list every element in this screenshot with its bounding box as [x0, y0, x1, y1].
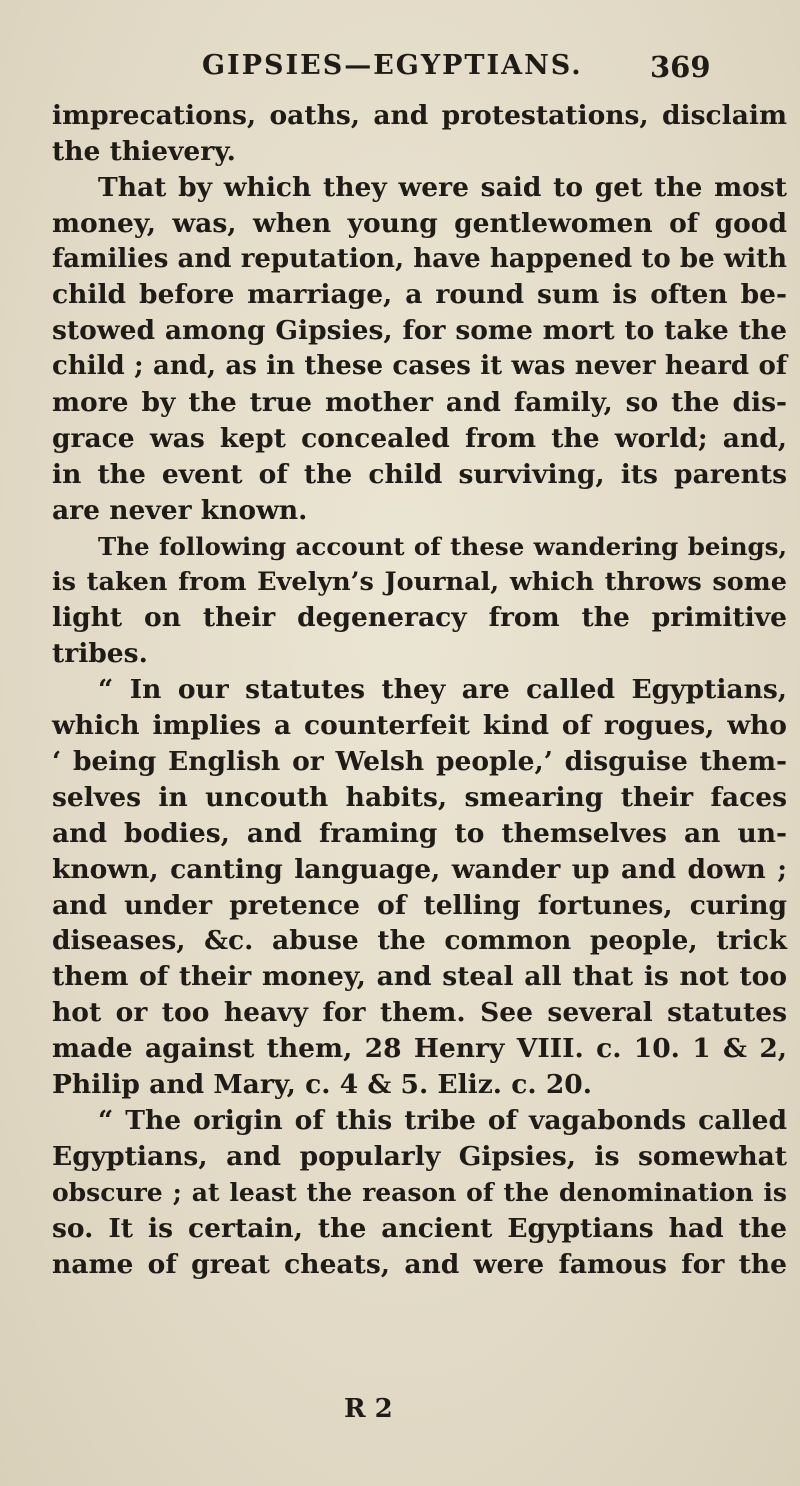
page-header [52, 50, 792, 90]
text-line: That by which they were said to get the most [98, 171, 787, 203]
text-line: them of their money, and steal all that is not too [52, 961, 787, 993]
text-line: and bodies, and framing to themselves an un- [52, 817, 787, 849]
text-line: Philip and Mary, c. 4 & 5. Eliz. c. 20. [52, 1069, 592, 1101]
text-line: selves in uncouth habits, smearing their faces [52, 781, 787, 813]
text-line: is taken from Evelyn’s Journal, which throws some [52, 566, 787, 597]
text-line: light on their degeneracy from the primitive [52, 602, 787, 634]
text-line: are never known. [52, 494, 308, 526]
text-line: Egyptians, and popularly Gipsies, is somewhat [52, 1140, 787, 1172]
text-line: child before marriage, a round sum is often be- [52, 279, 787, 311]
body-text [52, 98, 787, 1282]
text-line: grace was kept concealed from the world; and, [52, 423, 787, 455]
text-line: diseases, &c. abuse the common people, trick [52, 925, 787, 957]
text-line: “ The origin of this tribe of vagabonds called [98, 1104, 787, 1136]
text-line: so. It is certain, the ancient Egyptians had the [52, 1212, 787, 1244]
book-page [52, 0, 792, 1486]
text-line: families and reputation, have happened to be with [52, 243, 787, 274]
text-line: in the event of the child surviving, its parents [52, 458, 787, 490]
text-line: the thievery. [52, 135, 236, 167]
text-line: hot or too heavy for them. See several statutes [52, 997, 787, 1029]
text-line: money, was, when young gentlewomen of good [52, 207, 787, 239]
text-line: The following account of these wandering beings, [98, 531, 787, 561]
text-line: more by the true mother and family, so the dis- [52, 387, 787, 419]
text-line: stowed among Gipsies, for some mort to take the [52, 315, 787, 347]
text-line: obscure ; at least the reason of the denomination is [52, 1177, 787, 1207]
running-head: GIPSIES—EGYPTIANS. [202, 50, 583, 81]
text-line: made against them, 28 Henry VIII. c. 10. 1 & 2, [52, 1033, 787, 1065]
signature-mark: R 2 [344, 1394, 393, 1424]
text-line: which implies a counterfeit kind of rogues, who [52, 710, 787, 742]
text-line: imprecations, oaths, and protestations, disclaim [52, 100, 787, 131]
text-line: and under pretence of telling fortunes, curing [52, 889, 787, 921]
text-line: “ In our statutes they are called Egyptians, [98, 674, 787, 706]
text-line: known, canting language, wander up and down ; [52, 853, 787, 885]
text-line: name of great cheats, and were famous for the [52, 1248, 787, 1280]
page-number: 369 [650, 50, 711, 84]
text-line: child ; and, as in these cases it was never heard of [52, 351, 787, 382]
text-line: tribes. [52, 638, 148, 670]
text-line: ‘ being English or Welsh people,’ disguise them- [52, 746, 787, 778]
